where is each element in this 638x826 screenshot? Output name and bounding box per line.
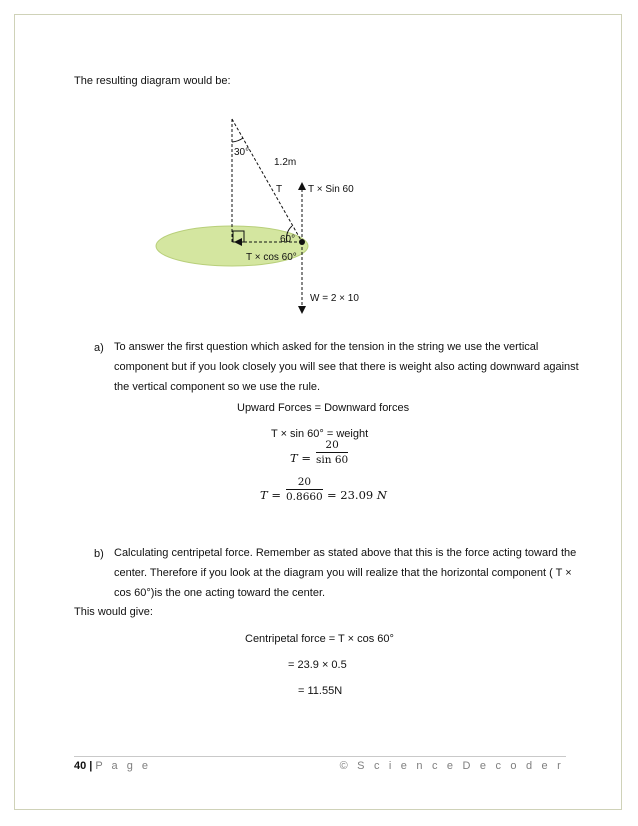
answer-line: = 11.55N xyxy=(298,685,343,697)
item-b-line-2: center. Therefore if you look at the diagram you will realize that the horizontal component ( T × xyxy=(114,567,572,579)
angle-bottom-label: 60° xyxy=(280,234,296,245)
item-a-line-1: To answer the first question which asked for the tension in the string we use the vertical xyxy=(114,341,539,353)
equation-3-value: = 23.09 xyxy=(327,488,374,502)
mass-point xyxy=(299,239,305,245)
equation-2-fraction xyxy=(316,439,348,466)
equation-3-lhs: T = xyxy=(260,488,281,502)
item-a-marker: a) xyxy=(94,342,104,354)
horizontal-component-label: T × cos 60° xyxy=(246,252,297,263)
intro-text: The resulting diagram would be: xyxy=(74,75,231,87)
equation-3-fraction xyxy=(286,476,323,503)
result-intro: This would give: xyxy=(74,606,153,618)
equation-3-numerator: 20 xyxy=(297,476,312,488)
equation-3-denominator: 0.8660 xyxy=(286,491,323,503)
item-b-line-3: cos 60°)is the one acting toward the center. xyxy=(114,587,326,599)
calculation-line: = 23.9 × 0.5 xyxy=(288,659,347,671)
equation-2-denominator: sin 60 xyxy=(316,454,349,466)
item-b-line-1: Calculating centripetal force. Remember as stated above that this is the force acting toward the xyxy=(114,547,577,559)
item-b-marker: b) xyxy=(94,548,104,560)
equation-3-unit: N xyxy=(376,488,387,502)
angle-top-label: 30° xyxy=(234,147,250,158)
item-b-paragraph xyxy=(114,543,576,603)
centripetal-force-line: Centripetal force = T × cos 60° xyxy=(245,633,394,645)
tension-label: T xyxy=(276,184,283,195)
page-word: P a g e xyxy=(95,760,151,772)
item-a-line-3: the vertical component so we use the rule. xyxy=(114,381,321,393)
weight-label: W = 2 × 10 xyxy=(310,293,359,304)
equation-1: T × sin 60° = weight xyxy=(271,428,369,440)
vertical-component-label: T × Sin 60 xyxy=(308,184,354,195)
item-a-line-2: component but if you look closely you will see that there is weight also acting downward against xyxy=(114,361,579,373)
footer-divider xyxy=(74,756,566,757)
equation-2-lhs: T = xyxy=(290,451,311,465)
string-tension-line xyxy=(232,119,302,242)
page-number: 40 xyxy=(74,760,87,772)
length-label: 1.2m xyxy=(274,157,297,168)
equation-2-numerator: 20 xyxy=(325,439,339,451)
equation-3-result xyxy=(327,489,387,503)
footer-separator: | xyxy=(89,760,93,772)
rule-text: Upward Forces = Downward forces xyxy=(237,402,410,414)
item-a-paragraph xyxy=(114,337,579,397)
footer-copyright: © S c i e n c e D e c o d e r xyxy=(339,760,564,772)
footer-page-number xyxy=(74,760,151,772)
angle-arc-30 xyxy=(232,138,243,142)
